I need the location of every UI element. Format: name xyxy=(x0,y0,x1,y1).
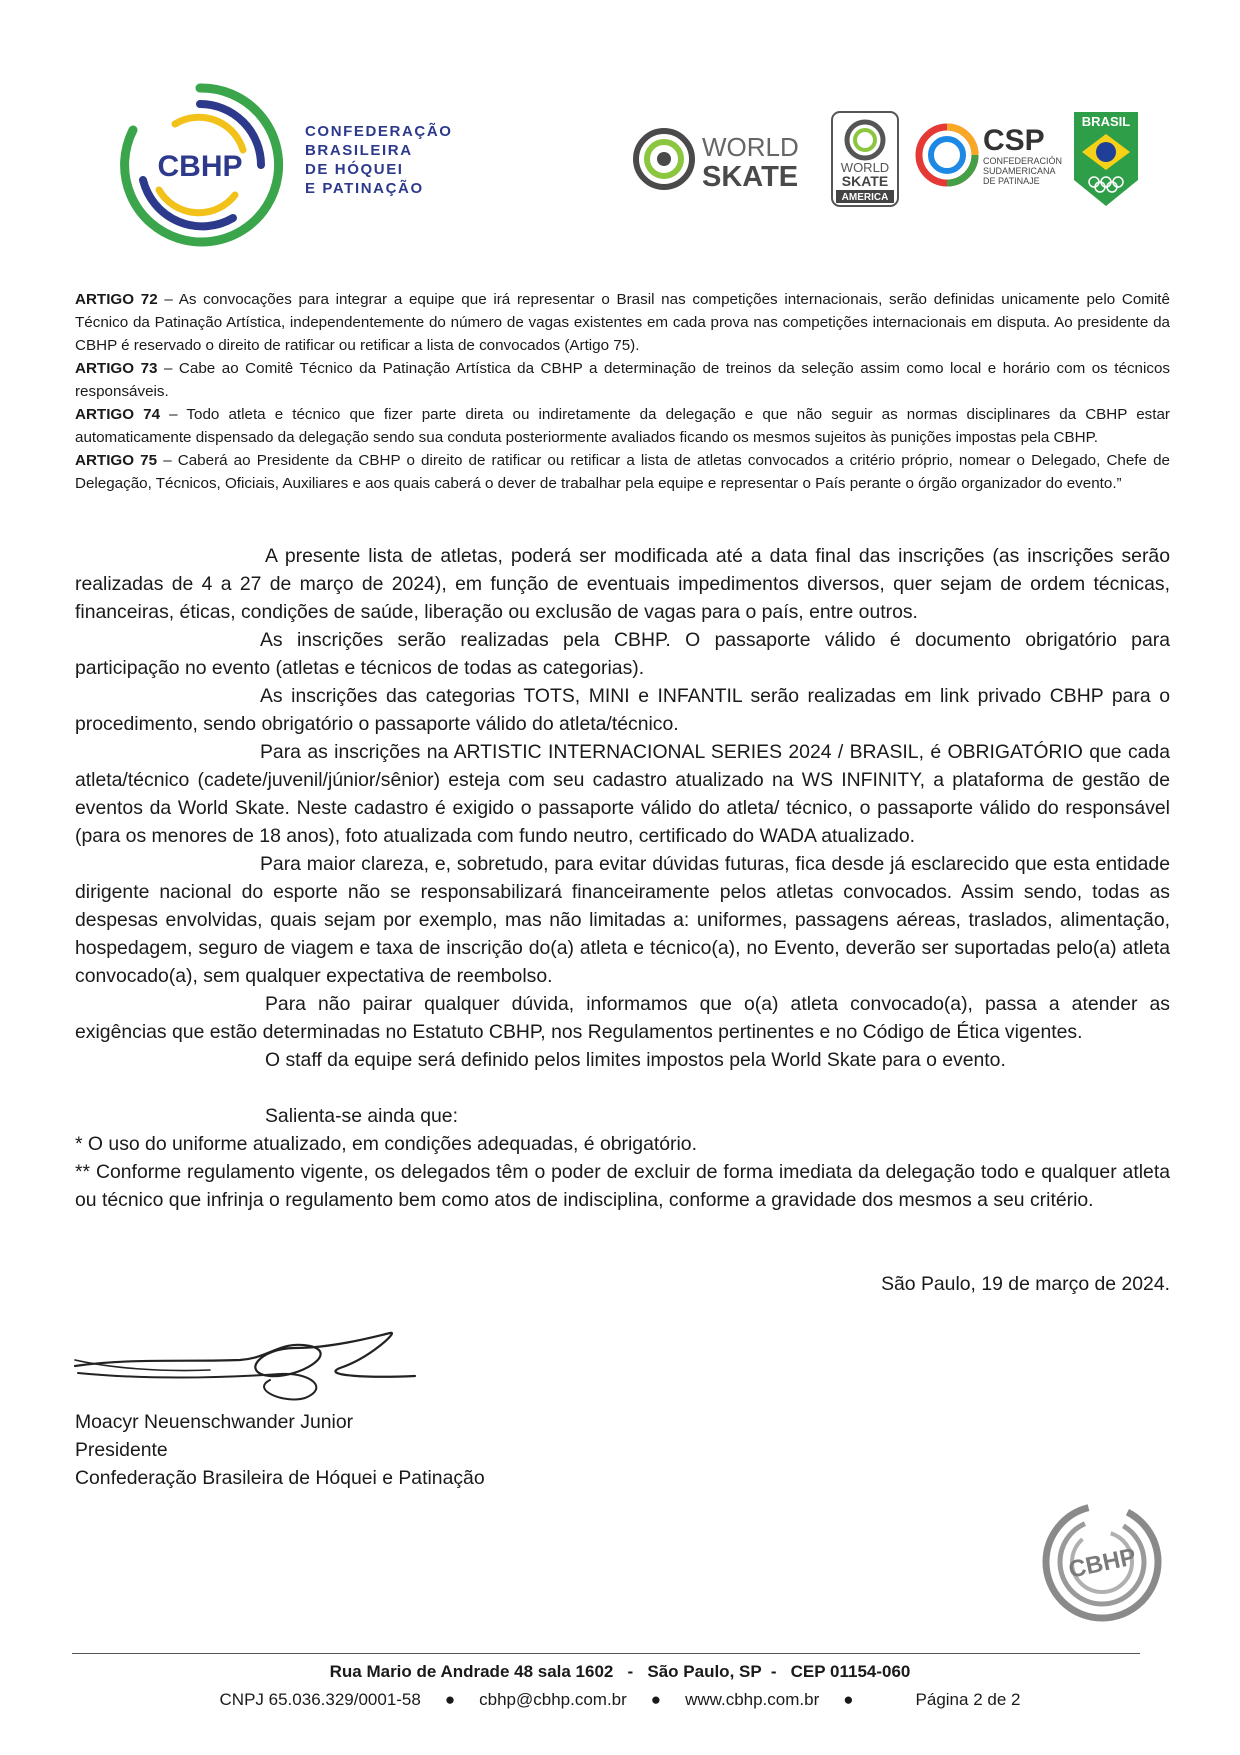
ws-america-line-3: AMERICA xyxy=(841,192,889,203)
artigo-73 xyxy=(75,357,1170,403)
seal-text: CBHP xyxy=(1066,1543,1139,1584)
body-section xyxy=(75,542,1170,1298)
csp-ring-icon xyxy=(915,118,1063,193)
paragraph-categorias: As inscrições das categorias TOTS, MINI e INFANTIL serão realizadas em link privado CBHP para o procedimento, sendo obrigatório o passaporte válido do atleta/técnico. xyxy=(75,685,1170,735)
world-skate-swirl-icon xyxy=(632,124,817,194)
brasil-olympic-logo xyxy=(1072,110,1140,208)
artigo-label: ARTIGO 75 xyxy=(75,452,158,469)
artigo-text: – Caberá ao Presidente da CBHP o direito de ratificar ou retificar a lista de atletas convocados a critério próprio, nomear o Delegado, Chefe de Delegação, Técnicos, Oficiais, Auxiliares e aos quais caberá o dever de trabalhar pela equipe e representar o País perante o órgão organizador do evento.” xyxy=(75,452,1170,492)
world-skate-america-logo xyxy=(830,110,900,208)
ws-america-line-2: SKATE xyxy=(841,173,889,189)
signatory-name: Moacyr Neuenschwander Junior xyxy=(75,1411,354,1433)
org-name-line-1: CONFEDERAÇÃO xyxy=(305,123,453,140)
bullet-separator: ● xyxy=(843,1690,854,1709)
paragraph-estatuto: Para não pairar qualquer dúvida, informamos que o(a) atleta convocado(a), passa a atender as exigências que estão determinadas no Estatuto CBHP, nos Regulamentos pertinentes e no Código de Ética vigentes. xyxy=(75,993,1170,1043)
paragraph-staff: O staff da equipe será definido pelos limites impostos pela World Skate para o evento. xyxy=(265,1049,1006,1071)
footer-address: Rua Mario de Andrade 48 sala 1602 - São Paulo, SP - CEP 01154-060 xyxy=(329,1662,911,1681)
note-regulamento: ** Conforme regulamento vigente, os delegados têm o poder de excluir de forma imediata da delegação todo e qualquer atleta ou técnico que infrinja o regulamento bem como atos de indisciplina, conforme a gravidade dos mesmos a seu critério. xyxy=(75,1161,1170,1211)
cbhp-logo xyxy=(115,80,285,250)
bullet-separator: ● xyxy=(444,1690,456,1709)
artigo-text: – As convocações para integrar a equipe que irá representar o Brasil nas competições internacionais, serão definidas unicamente pelo Comitê Técnico da Patinação Artística, independentemente do número de vagas existentes em cada prova nas competições internacionais em disputa. Ao presidente da CBHP é reservado o direito de ratificar ou retificar a lista de convocados (Artigo 75). xyxy=(75,291,1170,354)
artigos-section xyxy=(75,288,1170,495)
bullet-separator: ● xyxy=(650,1690,662,1709)
brasil-shield-icon xyxy=(1072,110,1140,208)
spacer xyxy=(75,1074,1170,1102)
paragraph-inscricoes-prazo: A presente lista de atletas, poderá ser modificada até a data final das inscrições (as inscrições serão realizadas de 4 a 27 de março de 2024), em função de eventuais impedimentos diversos, quer sejam de ordem técnicas, financeiras, éticas, condições de saúde, liberação ou exclusão de vagas para o país, entre outros. xyxy=(75,545,1170,623)
paragraph-passaporte: As inscrições serão realizadas pela CBHP. O passaporte válido é documento obrigatório para participação no evento (atletas e técnicos de todas as categorias). xyxy=(75,629,1170,679)
org-name-line-2: BRASILEIRA xyxy=(305,142,413,159)
artigo-label: ARTIGO 73 xyxy=(75,360,158,377)
org-name xyxy=(305,122,453,198)
artigo-text: – Cabe ao Comitê Técnico da Patinação Artística da CBHP a determinação de treinos da seleção assim como local e horário com os técnicos responsáveis. xyxy=(75,360,1170,400)
cbhp-seal xyxy=(1040,1500,1165,1625)
artigo-label: ARTIGO 72 xyxy=(75,291,158,308)
ws-america-line-1: WORLD xyxy=(840,160,890,175)
footer-cnpj: CNPJ 65.036.329/0001-58 xyxy=(219,1690,421,1709)
signature-icon xyxy=(70,1328,420,1408)
world-skate-america-badge-icon xyxy=(830,110,900,208)
paragraph-despesas: Para maior clareza, e, sobretudo, para evitar dúvidas futuras, fica desde já esclarecido que esta entidade dirigente nacional do esporte não se responsabilizará financeiramente pelos atletas convocados. Assim sendo, todas as despesas envolvidas, quais sejam por exemplo, mas não limitadas a: uniformes, passagens aéreas, traslados, alimentação, hospedagem, seguro de viagem e taxa de inscrição do(a) atleta e técnico(a), no Evento, deverão ser suportadas pelo(a) atleta convocado(a), sem qualquer expectativa de reembolso. xyxy=(75,853,1170,987)
artigo-text: – Todo atleta e técnico que fizer parte direta ou indiretamente da delegação e que não seguir as normas disciplinares da CBHP estar automaticamente dispensado da delegação sendo sua conduta posteriormente avaliados ficando os mesmos sujeitos às punições impostas pela CBHP. xyxy=(75,406,1170,446)
csp-title: CSP xyxy=(983,124,1045,157)
artigo-72 xyxy=(75,288,1170,357)
world-skate-logo xyxy=(632,124,817,194)
artigo-label: ARTIGO 74 xyxy=(75,406,161,423)
csp-logo xyxy=(915,118,1063,193)
artigo-75 xyxy=(75,449,1170,495)
org-name-line-3: DE HÓQUEI xyxy=(305,161,404,178)
footer-website[interactable]: www.cbhp.com.br xyxy=(685,1690,820,1709)
paragraph-ws-infinity: Para as inscrições na ARTISTIC INTERNACIONAL SERIES 2024 / BRASIL, é OBRIGATÓRIO que cada atleta/técnico (cadete/juvenil/júnior/sênior) esteja com seu cadastro atualizado na WS INFINITY, a plataforma de gestão de eventos da World Skate. Neste cadastro é exigido o passaporte válido do atleta/ técnico, o passaporte válido do responsável (para os menores de 18 anos), foto atualizada com fundo neutro, certificado do WADA atualizado. xyxy=(75,741,1170,847)
signatory-title: Presidente xyxy=(75,1439,168,1461)
brasil-label: BRASIL xyxy=(1081,114,1131,129)
footer-page-number: Página 2 de 2 xyxy=(915,1690,1021,1709)
org-name-line-4: E PATINAÇÃO xyxy=(305,180,424,197)
csp-sub-3: DE PATINAJE xyxy=(983,176,1040,186)
note-uniforme: * O uso do uniforme atualizado, em condições adequadas, é obrigatório. xyxy=(75,1133,697,1155)
date-line: São Paulo, 19 de março de 2024. xyxy=(881,1273,1170,1295)
artigo-74 xyxy=(75,403,1170,449)
world-skate-line-2: SKATE xyxy=(702,161,799,193)
cbhp-seal-icon xyxy=(1040,1500,1165,1625)
handwritten-signature xyxy=(70,1328,420,1408)
salienta-line: Salienta-se ainda que: xyxy=(265,1105,458,1127)
footer-email[interactable]: cbhp@cbhp.com.br xyxy=(479,1690,627,1709)
world-skate-line-1: WORLD xyxy=(702,132,799,162)
cbhp-logo-icon xyxy=(115,80,285,250)
csp-sub-1: CONFEDERACIÓN xyxy=(983,156,1063,166)
csp-sub-2: SUDAMERICANA xyxy=(983,166,1056,176)
signatory-org: Confederação Brasileira de Hóquei e Patinação xyxy=(75,1467,485,1489)
cbhp-logo-text: CBHP xyxy=(157,150,243,183)
signatory-block xyxy=(75,1408,485,1492)
spacer xyxy=(75,1214,1170,1270)
footer-divider xyxy=(72,1653,1140,1654)
footer-contacts xyxy=(0,1688,1240,1712)
